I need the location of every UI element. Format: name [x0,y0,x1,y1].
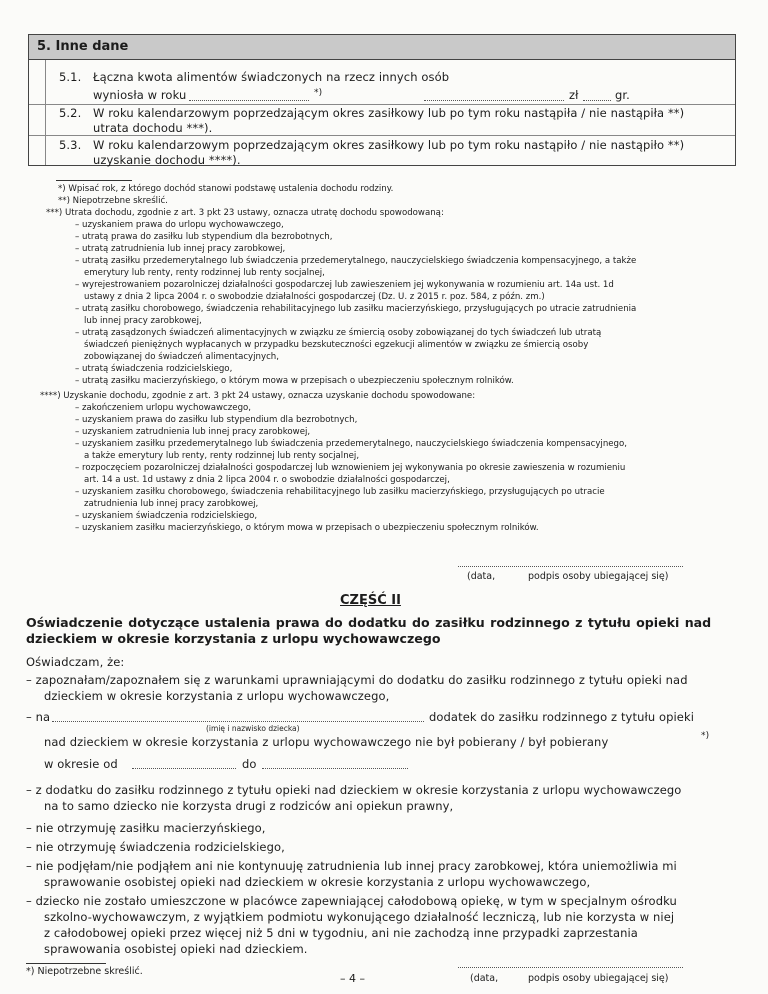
list-item: – uzyskaniem zasiłku chorobowego, świadczenia rehabilitacyjnego lub zasiłku macierzyńskiego, przysługujących po utracie [75,487,605,497]
footnote-mark: *) [701,731,710,741]
footnote-separator [56,180,132,181]
period-from-field[interactable] [132,759,236,769]
row-divider [29,104,735,105]
footnote-mark: *) [314,88,323,98]
list-item: – utratą zasądzonych świadczeń alimentacyjnych w związku ze śmiercią osoby zobowiązanej do tych świadczeń lub utratą [75,328,602,338]
period-from-label: w okresie od [44,757,118,771]
list-item: lub innej pracy zarobkowej, [84,316,202,326]
list-item: – uzyskaniem prawa do zasiłku lub stypendium dla bezrobotnych, [75,415,358,425]
statement-2-prefix: – na [26,710,51,724]
list-item: – wyrejestrowaniem pozarolniczej działalności gospodarczej lub zawieszeniem jej wykonywania w rozumieniu art. 14a ust. 1d [75,280,614,290]
list-item: – utratą prawa do zasiłku lub stypendium dla bezrobotnych, [75,232,333,242]
signature-sign-label: podpis osoby ubiegającej się) [528,571,669,582]
statement-1-line1: – zapoznałam/zapoznałem się z warunkami uprawniającymi do dodatku do zasiłku rodzinnego z tytułu opieki nad [26,673,688,687]
currency-gr: gr. [615,88,630,102]
list-item: – utratą zasiłku macierzyńskiego, o którym mowa w przepisach o ubezpieczeniu społecznym rolników. [75,376,514,386]
part-2-heading-line1: Oświadczenie dotyczące ustalenia prawa do dodatku do zasiłku rodzinnego z tytułu opieki nad [26,615,712,630]
period-to-field[interactable] [262,759,408,769]
list-item: ustawy z dnia 2 lipca 2004 r. o swobodzie działalności gospodarczej (Dz. U. z 2015 r. poz. 584, z późn. zm.) [84,292,545,302]
section-5-box [28,34,736,166]
list-item: – rozpoczęciem pozarolniczej działalności gospodarczej lub wznowieniem jej wykonywania po okresie zawieszenia w rozumieniu [75,463,626,473]
signature-line-2[interactable] [458,967,683,968]
list-item: świadczeń pieniężnych wypłacanych w przypadku bezskuteczności egzekucji alimentów w związku ze śmiercią osoby [84,340,589,350]
statement-7-line4: sprawowania osobistej opieki nad dzieckiem. [44,942,308,956]
list-item: zobowiązanej do świadczeń alimentacyjnych, [84,352,279,362]
footnote-3: ***) Utrata dochodu, zgodnie z art. 3 pkt 23 ustawy, oznacza utratę dochodu spowodowaną: [46,208,444,218]
list-item: – uzyskaniem prawa do urlopu wychowawczego, [75,220,284,230]
item-5-2-line2: utrata dochodu ***). [93,121,213,135]
child-name-caption: (imię i nazwisko dziecka) [206,724,300,733]
statement-4: – nie otrzymuję zasiłku macierzyńskiego, [26,821,266,835]
list-item: – zakończeniem urlopu wychowawczego, [75,403,252,413]
item-5-1-line2: wyniosła w roku [93,88,187,102]
list-item: – uzyskaniem zasiłku przedemerytalnego lub świadczenia przedemerytalnego, nauczycielskiego świadczenia kompensacyjnego, [75,439,627,449]
item-5-1-number: 5.1. [59,70,82,84]
statement-1-line2: dzieckiem w okresie korzystania z urlopu wychowawczego, [44,689,390,703]
period-to-label: do [242,757,257,771]
section-5-title: 5. Inne dane [37,39,129,54]
list-item: a także emerytury lub renty, renty rodzinnej lub renty socjalnej, [84,451,360,461]
part-2-title: CZĘŚĆ II [340,593,401,608]
amount-gr-field[interactable] [583,91,611,101]
statement-6-line2: sprawowanie osobistej opieki nad dzieckiem w okresie korzystania z urlopu wychowawczego, [44,875,591,889]
child-name-field[interactable] [52,712,424,722]
item-5-1-text: Łączna kwota alimentów świadczonych na rzecz innych osób [93,70,450,84]
item-5-2-text: W roku kalendarzowym poprzedzającym okres zasiłkowy lub po tym roku nastąpiła / nie nastąpiła **) [93,106,685,120]
signature-line-1[interactable] [458,566,683,567]
list-item: emerytury lub renty, renty rodzinnej lub renty socjalnej, [84,268,325,278]
item-5-3-number: 5.3. [59,138,82,152]
list-item: – utratą zatrudnienia lub innej pracy zarobkowej, [75,244,286,254]
item-5-3-line2: uzyskanie dochodu ****). [93,153,241,167]
statement-3-line2: na to samo dziecko nie korzysta drugi z rodziców ani opiekun prawny, [44,799,454,813]
statement-7-line2: szkolno-wychowawczym, z wyjątkiem podmiotu wykonującego działalność leczniczą, lub nie korzysta w niej [44,910,675,924]
list-item: zatrudnienia lub innej pracy zarobkowej, [84,499,259,509]
footnote-separator [26,963,106,964]
statement-5: – nie otrzymuję świadczenia rodzicielskiego, [26,840,285,854]
statement-7-line3: z całodobowej opieki przez więcej niż 5 dni w tygodniu, ani nie zachodzą inne przypadki zaprzestania [44,926,638,940]
year-field[interactable] [189,91,309,101]
currency-zl: zł [569,88,579,102]
part-2-heading-line2: dzieckiem w okresie korzystania z urlopu wychowawczego [26,631,441,646]
list-item: – utratą zasiłku przedemerytalnego lub świadczenia przedemerytalnego, nauczycielskiego świadczenia kompensacyjnego, a także [75,256,637,266]
statement-6-line1: – nie podjęłam/nie podjąłem ani nie kontynuuję zatrudnienia lub innej pracy zarobkowej, która uniemożliwia mi [26,859,677,873]
list-item: – utratą świadczenia rodzicielskiego, [75,364,233,374]
footnote-2: **) Niepotrzebne skreślić. [58,196,168,206]
declaration-intro: Oświadczam, że: [26,655,125,669]
page-number: – 4 – [340,972,365,985]
signature-date-label: (data, [467,571,496,582]
statement-7-line1: – dziecko nie zostało umieszczone w placówce zapewniającej całodobową opiekę, w tym w specjalnym ośrodku [26,894,677,908]
item-5-2-number: 5.2. [59,106,82,120]
signature-sign-label: podpis osoby ubiegającej się) [528,973,669,984]
footnote-4: ****) Uzyskanie dochodu, zgodnie z art. 3 pkt 24 ustawy, oznacza uzyskanie dochodu spowodowane: [40,391,476,401]
signature-date-label: (data, [470,973,499,984]
list-item: – uzyskaniem zatrudnienia lub innej pracy zarobkowej, [75,427,311,437]
box-divider [45,60,46,165]
statement-2-suffix: dodatek do zasiłku rodzinnego z tytułu opieki [429,710,695,724]
statement-2-line2: nad dzieckiem w okresie korzystania z urlopu wychowawczego nie był pobierany / był pobierany [44,735,609,749]
section-5-header [29,35,735,60]
amount-zl-field[interactable] [424,91,564,101]
part-2-footnote: *) Niepotrzebne skreślić. [26,966,143,977]
list-item: – uzyskaniem zasiłku macierzyńskiego, o którym mowa w przepisach o ubezpieczeniu społecznym rolników. [75,523,539,533]
row-divider [29,135,735,136]
statement-3-line1: – z dodatku do zasiłku rodzinnego z tytułu opieki nad dzieckiem w okresie korzystania z urlopu wychowawczego [26,783,682,797]
list-item: – utratą zasiłku chorobowego, świadczenia rehabilitacyjnego lub zasiłku macierzyńskiego, przysługujących po utracie zatrudnienia [75,304,637,314]
list-item: art. 14 a ust. 1d ustawy z dnia 2 lipca 2004 r. o swobodzie działalności gospodarczej, [84,475,450,485]
list-item: – uzyskaniem świadczenia rodzicielskiego, [75,511,258,521]
item-5-3-text: W roku kalendarzowym poprzedzającym okres zasiłkowy lub po tym roku nastąpiło / nie nastąpiło **) [93,138,685,152]
footnote-1: *) Wpisać rok, z którego dochód stanowi podstawę ustalenia dochodu rodziny. [58,184,394,194]
